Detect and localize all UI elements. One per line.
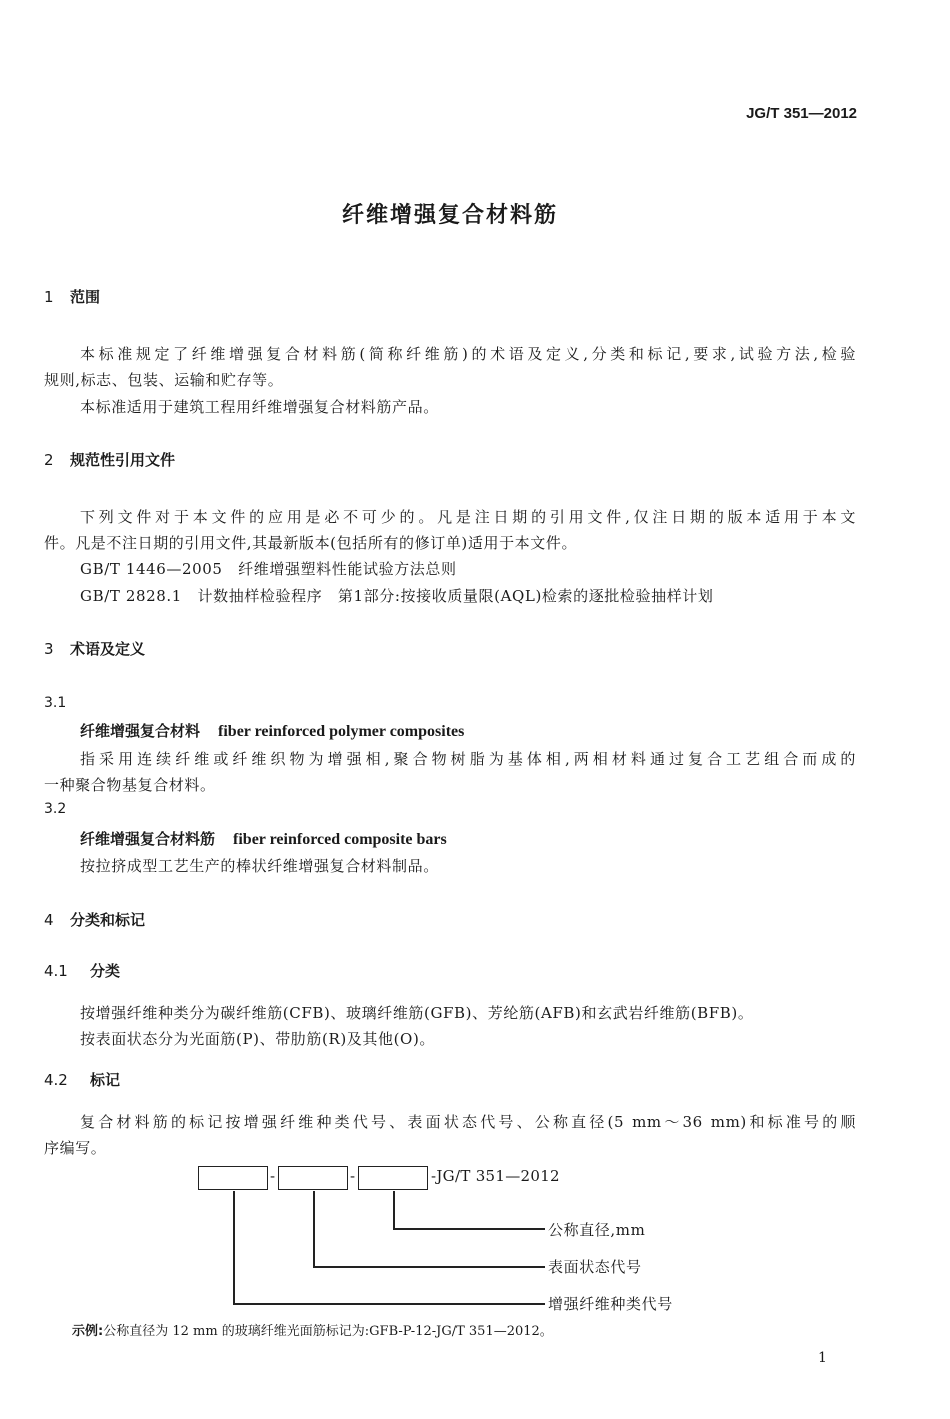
paragraph: 按增强纤维种类分为碳纤维筋(CFB)、玻璃纤维筋(GFB)、芳纶筋(AFB)和玄武岩纤维筋(BFB)。 <box>80 1004 754 1022</box>
subsection-number: 4.2 <box>44 1071 68 1089</box>
paragraph: 复合材料筋的标记按增强纤维种类代号、表面状态代号、公称直径(5 mm～36 mm)和标准号的顺 <box>80 1113 856 1131</box>
fiber-code-box <box>198 1166 268 1190</box>
connector-line <box>233 1303 545 1305</box>
section-3-heading <box>44 638 145 659</box>
surface-code-label: 表面状态代号 <box>548 1258 642 1276</box>
section-4-heading <box>44 909 145 930</box>
page-title: 纤维增强复合材料筋 <box>341 203 558 228</box>
term-heading <box>80 720 464 741</box>
fiber-code-label: 增强纤维种类代号 <box>548 1295 673 1313</box>
term-cn: 纤维增强复合材料 <box>80 722 201 740</box>
connector-line <box>393 1191 395 1228</box>
separator-dash: - <box>270 1167 276 1185</box>
paragraph: 本标准规定了纤维增强复合材料筋(简称纤维筋)的术语及定义,分类和标记,要求,试验方法,检验 <box>80 345 856 363</box>
diameter-box <box>358 1166 428 1190</box>
section-2-heading <box>44 449 175 470</box>
section-number: 2 <box>44 451 54 469</box>
connector-line <box>313 1266 545 1268</box>
section-number: 3 <box>44 640 54 658</box>
term-number: 3.1 <box>44 695 67 711</box>
paragraph: 本标准适用于建筑工程用纤维增强复合材料筋产品。 <box>80 398 439 416</box>
paragraph: 件。凡是不注日期的引用文件,其最新版本(包括所有的修订单)适用于本文件。 <box>44 534 578 552</box>
term-number: 3.2 <box>44 801 67 817</box>
example-note <box>72 1320 553 1339</box>
section-number: 1 <box>44 288 54 306</box>
paragraph: 规则,标志、包装、运输和贮存等。 <box>44 371 284 389</box>
subsection-4-1-heading <box>44 960 120 981</box>
section-title: 范围 <box>70 288 101 306</box>
term-cn: 纤维增强复合材料筋 <box>80 830 216 848</box>
standard-suffix: -JG/T 351—2012 <box>431 1167 560 1185</box>
subsection-number: 4.1 <box>44 962 68 980</box>
section-1-heading <box>44 286 100 307</box>
diameter-label: 公称直径,mm <box>548 1221 646 1239</box>
surface-code-box <box>278 1166 348 1190</box>
section-number: 4 <box>44 911 54 929</box>
connector-line <box>313 1191 315 1266</box>
subsection-4-2-heading <box>44 1069 120 1090</box>
term-definition: 按拉挤成型工艺生产的棒状纤维增强复合材料制品。 <box>80 857 439 875</box>
section-title: 分类和标记 <box>70 911 146 929</box>
connector-line <box>393 1228 545 1230</box>
reference-item: GB/T 1446—2005 纤维增强塑料性能试验方法总则 <box>80 560 457 578</box>
term-en: fiber reinforced composite bars <box>233 831 447 848</box>
separator-dash: - <box>350 1167 356 1185</box>
paragraph: 按表面状态分为光面筋(P)、带肋筋(R)及其他(O)。 <box>80 1030 435 1048</box>
page-number: 1 <box>818 1350 827 1366</box>
term-definition: 指采用连续纤维或纤维织物为增强相,聚合物树脂为基体相,两相材料通过复合工艺组合而成的 <box>80 750 856 768</box>
paragraph: 序编写。 <box>44 1139 107 1157</box>
term-en: fiber reinforced polymer composites <box>218 723 465 740</box>
connector-line <box>233 1191 235 1303</box>
paragraph: 下列文件对于本文件的应用是必不可少的。凡是注日期的引用文件,仅注日期的版本适用于本文 <box>80 508 856 526</box>
reference-item: GB/T 2828.1 计数抽样检验程序 第1部分:按接收质量限(AQL)检索的逐批检验抽样计划 <box>80 587 714 605</box>
example-label: 示例: <box>72 1324 104 1339</box>
term-heading <box>80 828 447 849</box>
example-text: 公称直径为 12 mm 的玻璃纤维光面筋标记为:GFB-P-12-JG/T 351—2012。 <box>103 1324 553 1339</box>
term-definition: 一种聚合物基复合材料。 <box>44 776 216 794</box>
document-code: JG/T 351—2012 <box>746 105 857 122</box>
subsection-title: 标记 <box>90 1071 121 1089</box>
subsection-title: 分类 <box>90 962 121 980</box>
section-title: 规范性引用文件 <box>70 451 176 469</box>
section-title: 术语及定义 <box>70 640 146 658</box>
